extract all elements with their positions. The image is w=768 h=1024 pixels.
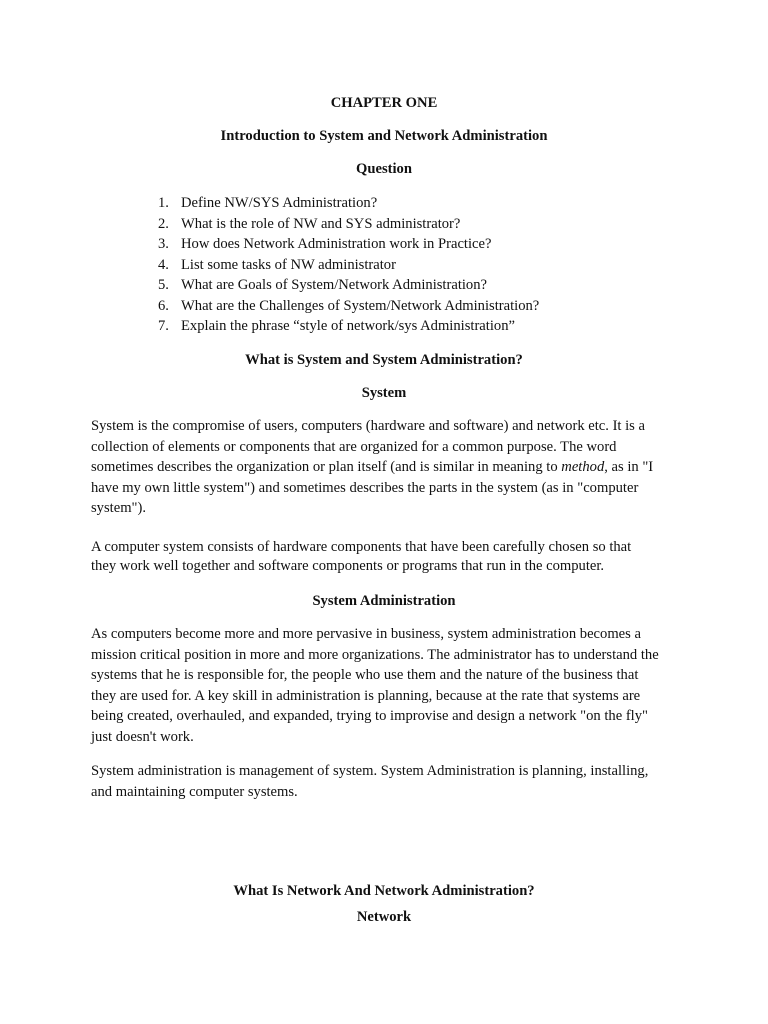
list-text: Define NW/SYS Administration? [181,195,378,211]
emphasis-text: method [561,459,605,475]
list-item [158,316,539,337]
list-item [158,255,539,276]
list-number: 3. [158,236,169,252]
paragraph-line: being created, overhauled, and expanded, trying to improvise and design a network "on the fly" [91,708,648,724]
list-text: What are Goals of System/Network Administration? [181,277,487,293]
list-item [158,193,539,214]
text-run: sometimes describes the organization or plan itself (and is similar in meaning to [91,459,562,475]
list-text: How does Network Administration work in Practice? [181,236,492,252]
list-number: 5. [158,277,169,293]
list-item [158,214,539,235]
paragraph-line [91,457,691,478]
text-run: , as in "I [604,459,654,475]
paragraph-line: System administration is management of system. System Administration is planning, installing, [91,763,649,779]
paragraph-line: they are used for. A key skill in administration is planning, because at the rate that systems are [91,687,641,704]
paragraph-line: System is the compromise of users, computers (hardware and software) and network etc. It is a [91,418,645,434]
list-number: 7. [158,318,169,334]
list-item [158,234,539,255]
list-number: 1. [158,195,169,211]
paragraph-line: systems that he is responsible for, the people who use them and the nature of the business that [91,667,639,683]
question-list [158,193,539,337]
list-number: 4. [158,256,169,273]
paragraph-line: have my own little system") and sometimes describes the parts in the system (as in "computer [91,479,639,496]
paragraph-line: system"). [91,500,147,516]
paragraph-line: A computer system consists of hardware components that have been carefully chosen so that [91,539,632,555]
paragraph-line: As computers become more and more pervasive in business, system administration becomes a [91,626,641,642]
network-heading: Network [356,909,412,925]
system-paragraph-1 [91,416,691,519]
question-heading: Question [356,161,412,177]
paragraph-line: they work well together and software components or programs that run in the computer. [91,557,605,574]
system-administration-heading: System Administration [312,593,456,609]
paragraph-line: and maintaining computer systems. [91,783,298,800]
chapter-subtitle: Introduction to System and Network Administration [220,128,548,144]
list-item [158,296,539,317]
paragraph-line: collection of elements or components that are organized for a common purpose. The word [91,438,617,455]
paragraph-line: mission critical position in more and more organizations. The administrator has to understand the [91,646,659,663]
sysadmin-paragraph-2 [91,761,691,802]
system-paragraph-2 [91,538,691,575]
list-item [158,275,539,296]
chapter-title: CHAPTER ONE [330,95,438,111]
list-text: What are the Challenges of System/Network Administration? [181,297,540,314]
sysadmin-paragraph-1 [91,624,691,747]
paragraph-line: just doesn't work. [91,728,194,745]
section-heading-network-admin: What Is Network And Network Administration? [233,883,535,899]
system-heading: System [361,385,407,401]
list-text: List some tasks of NW administrator [181,256,396,273]
list-text: What is the role of NW and SYS administrator? [181,215,461,232]
section-heading-system-admin: What is System and System Administration? [245,352,523,368]
list-text: Explain the phrase “style of network/sys Administration” [181,318,515,334]
list-number: 2. [158,215,169,232]
list-number: 6. [158,297,169,314]
